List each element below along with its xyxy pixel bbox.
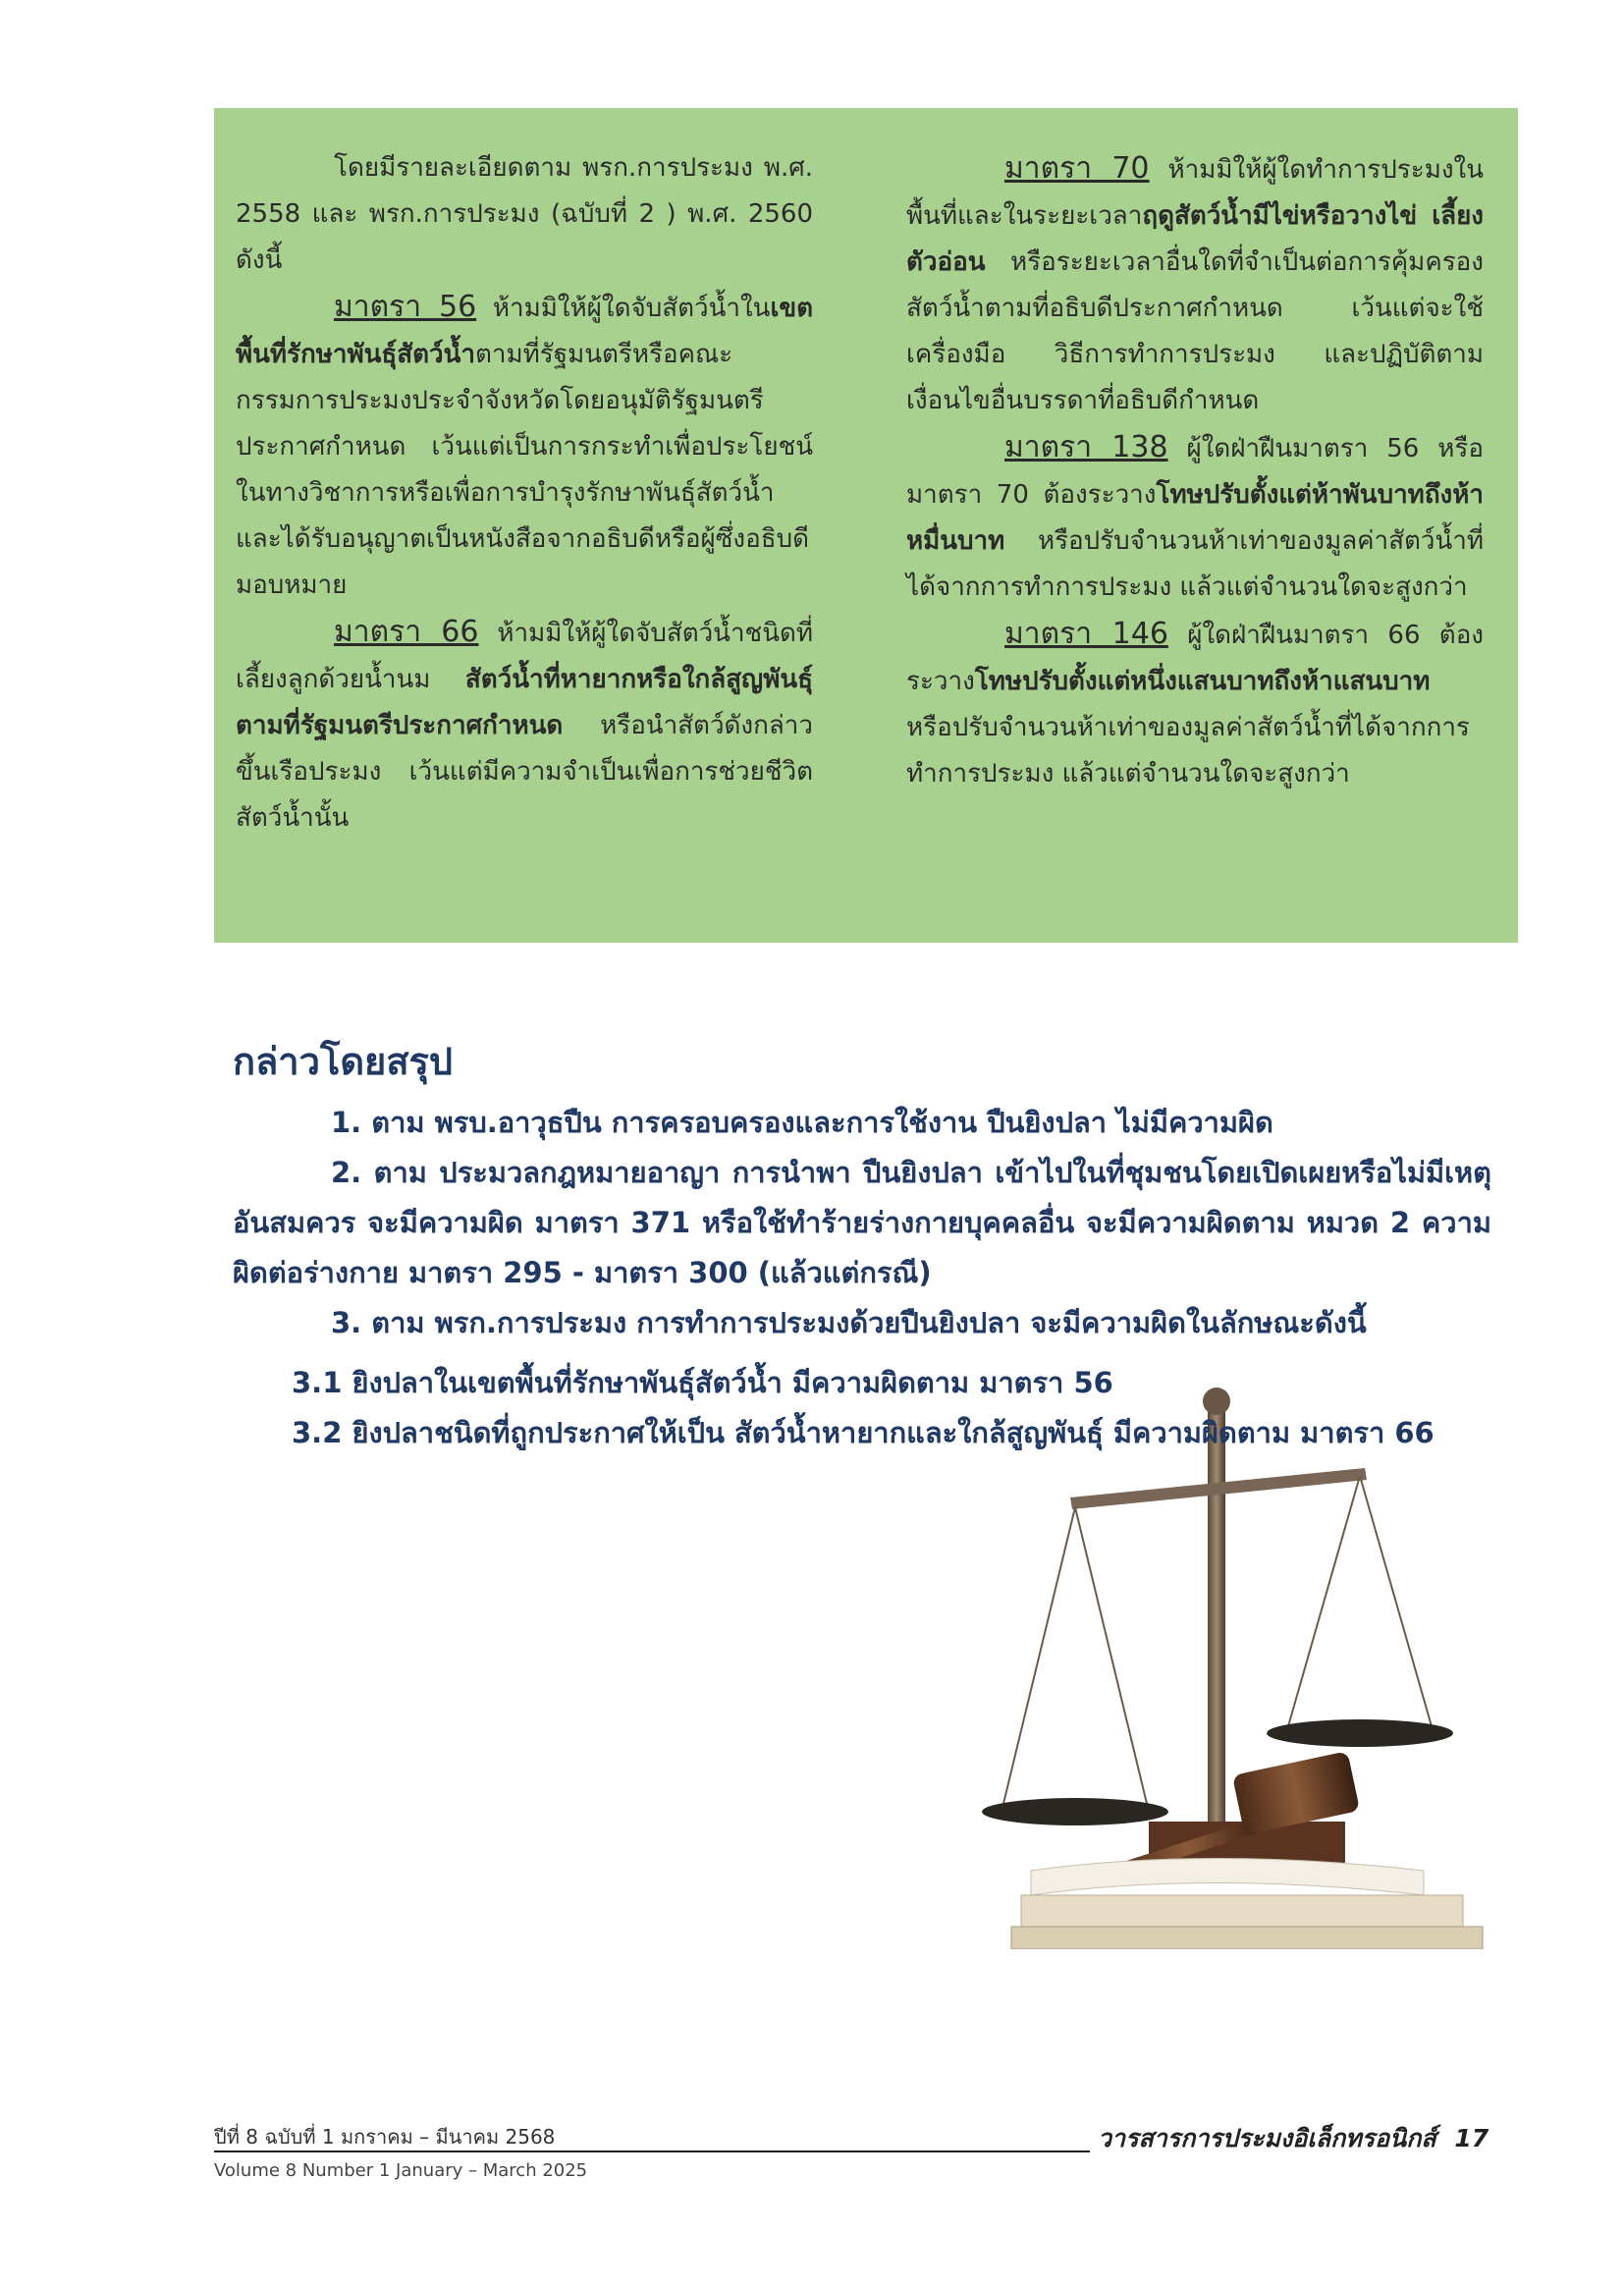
legal-provisions-box [214, 108, 1518, 943]
page-number: 17 [1454, 2124, 1489, 2152]
footer-rule [214, 2150, 1090, 2152]
section-66-label: มาตรา 66 [334, 615, 479, 649]
section-138-paragraph: มาตรา 138 ผู้ใดฝ่าฝืนมาตรา 56 หรือมาตรา 70 ต้องระวางโทษปรับตั้งแต่ห้าพันบาทถึงห้าหมื่นบาท หรือปรับจำนวนห้าเท่าของมูลค่าสัตว์น้ำที่ได้จากการทำการประมง แล้วแต่จำนวนใดจะสูงกว่า [906, 430, 1484, 602]
summary-title: กล่าวโดยสรุป [233, 1040, 454, 1083]
footer-journal [1098, 2119, 1489, 2158]
summary-item: 2. ตาม ประมวลกฎหมายอาญา การนำพา ปืนยิงปลา เข้าไปในที่ชุมชนโดยเปิดเผยหรือไม่มีเหตุอันสมควร จะมีความผิด มาตรา 371 หรือใช้ทำร้ายร่างกายบุคคลอื่น จะมีความผิดตาม หมวด 2 ความผิดต่อร่างกาย มาตรา 295 - มาตรา 300 (แล้วแต่กรณี) [233, 1156, 1491, 1289]
footer-issue-english: Volume 8 Number 1 January – March 2025 [214, 2160, 588, 2181]
book-icon [1011, 1859, 1483, 1950]
left-column [236, 145, 813, 842]
section-56-paragraph: มาตรา 56 ห้ามมิให้ผู้ใดจับสัตว์น้ำในเขตพื้นที่รักษาพันธุ์สัตว์น้ำตามที่รัฐมนตรีหรือคณะกรรมการประมงประจำจังหวัดโดยอนุมัติรัฐมนตรีประกาศกำหนด เว้นแต่เป็นการกระทำเพื่อประโยชน์ในทางวิชาการหรือเพื่อการบำรุงรักษาพันธุ์สัตว์น้ำ และได้รับอนุญาตเป็นหนังสือจากอธิบดีหรือผู้ซึ่งอธิบดีมอบหมาย [236, 290, 813, 600]
summary-item: 1. ตาม พรบ.อาวุธปืน การครอบครองและการใช้งาน ปืนยิงปลา ไม่มีความผิด [331, 1106, 1273, 1139]
section-138-label: มาตรา 138 [1004, 430, 1168, 464]
right-column [906, 145, 1484, 797]
intro-paragraph: โดยมีรายละเอียดตาม พรก.การประมง พ.ศ. 2558 และ พรก.การประมง (ฉบับที่ 2 ) พ.ศ. 2560 ดังนี้ [236, 153, 813, 275]
summary-subitem: 3.1 ยิงปลาในเขตพื้นที่รักษาพันธุ์สัตว์น้ำ มีความผิดตาม มาตรา 56 [292, 1366, 1113, 1399]
journal-title: วารสารการประมงอิเล็กทรอนิกส์ [1098, 2124, 1436, 2152]
summary-subitem: 3.2 ยิงปลาชนิดที่ถูกประกาศให้เป็น สัตว์น้ำหายากและใกล้สูญพันธุ์ มีความผิดตาม มาตรา 66 [292, 1416, 1435, 1449]
section-146-label: มาตรา 146 [1004, 617, 1168, 651]
section-56-label: มาตรา 56 [334, 290, 477, 324]
summary-item: 3. ตาม พรก.การประมง การทำการประมงด้วยปืนยิงปลา จะมีความผิดในลักษณะดังนี้ [331, 1306, 1367, 1339]
section-66-paragraph: มาตรา 66 ห้ามมิให้ผู้ใดจับสัตว์น้ำชนิดที่เลี้ยงลูกด้วยน้ำนม สัตว์น้ำที่หายากหรือใกล้สูญพันธุ์ตามที่รัฐมนตรีประกาศกำหนด หรือนำสัตว์ดังกล่าวขึ้นเรือประมง เว้นแต่มีความจำเป็นเพื่อการช่วยชีวิตสัตว์น้ำนั้น [236, 615, 813, 833]
section-70-paragraph: มาตรา 70 ห้ามมิให้ผู้ใดทำการประมงในพื้นที่และในระยะเวลาฤดูสัตว์น้ำมีไข่หรือวางไข่ เลี้ยงตัวอ่อน หรือระยะเวลาอื่นใดที่จำเป็นต่อการคุ้มครองสัตว์น้ำตามที่อธิบดีประกาศกำหนด เว้นแต่จะใช้เครื่องมือ วิธีการทำการประมง และปฏิบัติตามเงื่อนไขอื่นบรรดาที่อธิบดีกำหนด [906, 151, 1484, 415]
section-146-paragraph: มาตรา 146 ผู้ใดฝ่าฝืนมาตรา 66 ต้องระวางโทษปรับตั้งแต่หนึ่งแสนบาทถึงห้าแสนบาท หรือปรับจำนวนห้าเท่าของมูลค่าสัตว์น้ำที่ได้จากการทำการประมง แล้วแต่จำนวนใดจะสูงกว่า [906, 617, 1485, 789]
section-70-label: มาตรา 70 [1004, 151, 1150, 186]
summary-list [233, 1098, 1491, 1458]
footer-issue-thai: ปีที่ 8 ฉบับที่ 1 มกราคม – มีนาคม 2568 [214, 2125, 556, 2149]
